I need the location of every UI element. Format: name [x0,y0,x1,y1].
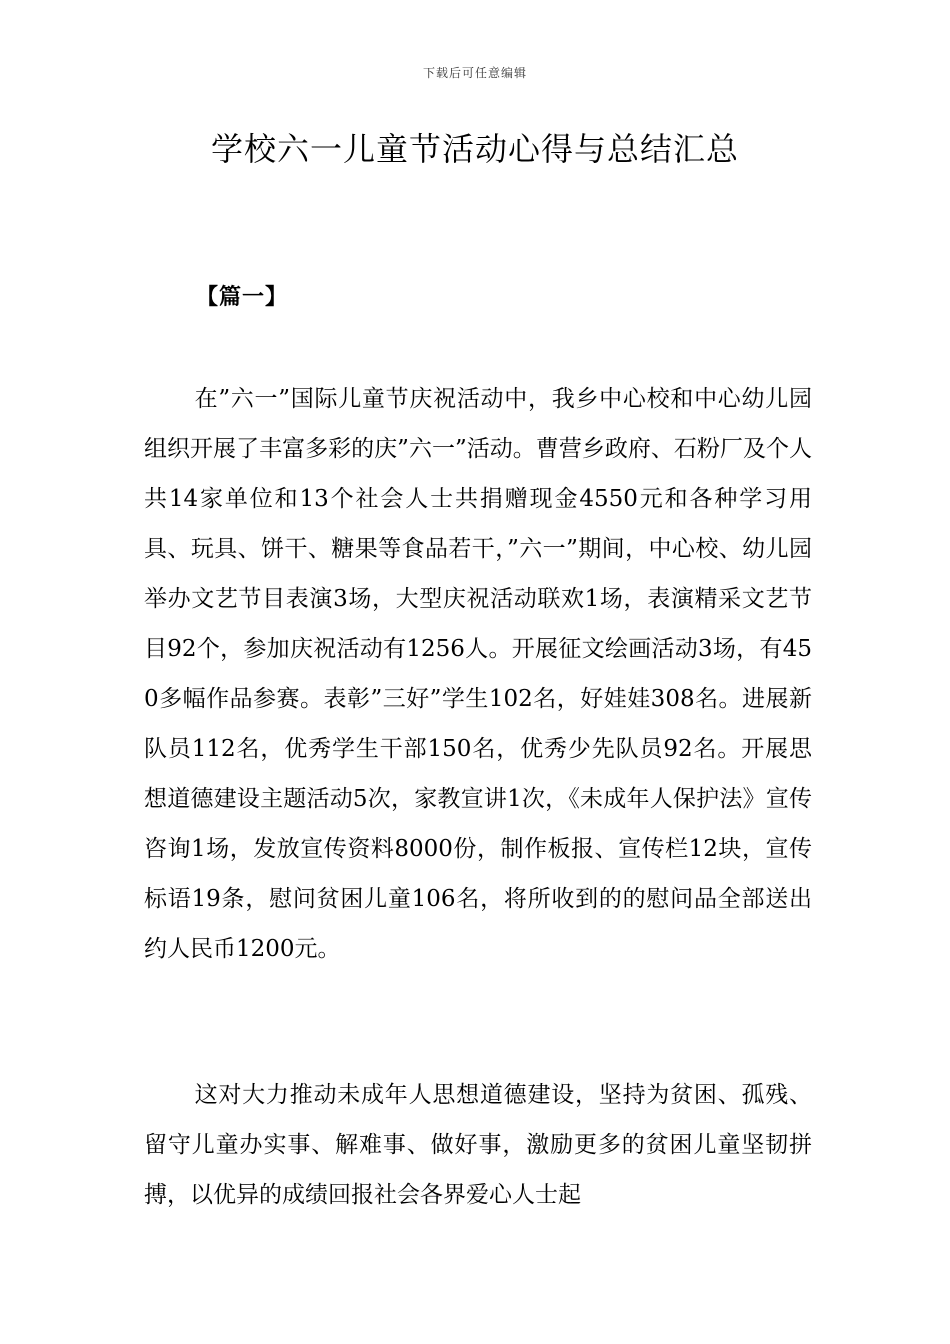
body-paragraph-1: 在”六一”国际儿童节庆祝活动中，我乡中心校和中心幼儿园组织开展了丰富多彩的庆”六一”活动。曹营乡政府、石粉厂及个人共14家单位和13个社会人士共捐赠现金4550元和各种学习用具、玩具、饼干、糖果等食品若干，”六一”期间，中心校、幼儿园举办文艺节目表演3场，大型庆祝活动联欢1场，表演精采文艺节目92个，参加庆祝活动有1256人。开展征文绘画活动3场，有450多幅作品参赛。表彰”三好”学生102名，好娃娃308名。进展新队员112名，优秀学生干部150名，优秀少先队员92名。开展思想道德建设主题活动5次，家教宣讲1次，《未成年人保护法》宣传咨询1场，发放宣传资料8000份，制作板报、宣传栏12块，宣传标语19条，慰问贫困儿童106名，将所收到的的慰问品全部送出约人民币1200元。 [144,386,812,962]
section-label: 【篇一】 [196,284,289,310]
body-paragraph-2: 这对大力推动未成年人思想道德建设，坚持为贫困、孤残、留守儿童办实事、解难事、做好事，激励更多的贫困儿童坚韧拼搏，以优异的成绩回报社会各界爱心人士起 [144,1082,812,1208]
document-title: 学校六一儿童节活动心得与总结汇总 [210,130,739,168]
header-note: 下载后可任意编辑 [422,66,527,80]
